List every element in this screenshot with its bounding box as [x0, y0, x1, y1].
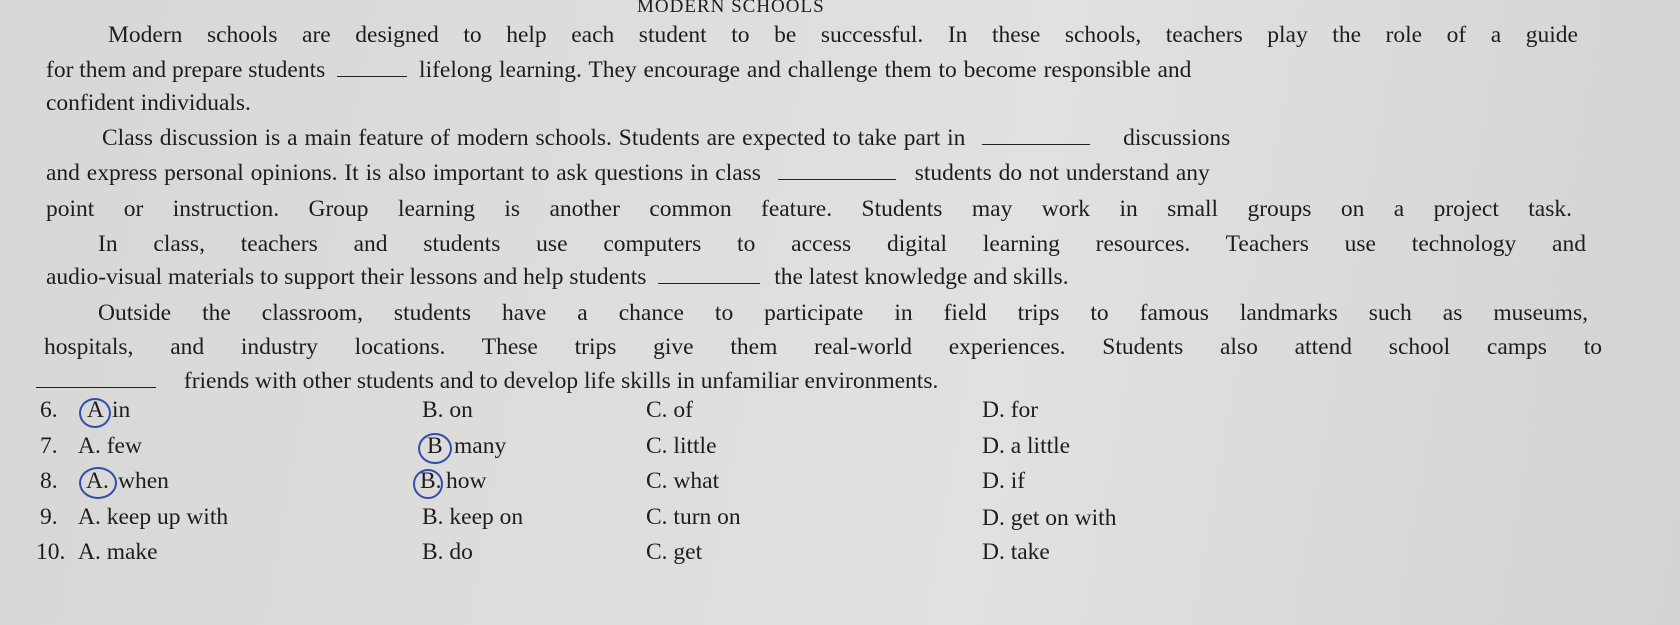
paragraph-3-line-2-end: the latest knowledge and skills.	[774, 264, 1069, 290]
paragraph-1-line-2-end: lifelong learning. They encourage and challenge them to become responsible and	[419, 57, 1192, 83]
paragraph-1-line-2	[46, 55, 1191, 85]
question-8-number: 8.	[40, 468, 58, 494]
paragraph-4-line-1: Outside the classroom, students have a chance to participate in field trips to famous landmarks such as museums,	[98, 300, 1588, 326]
question-6-option-a-letter: A	[87, 397, 104, 423]
question-8-option-a-letter: A.	[86, 468, 109, 494]
blank-q7	[982, 124, 1090, 145]
question-10-option-c: C. get	[646, 539, 703, 565]
question-10-number: 10.	[36, 539, 66, 565]
question-8-option-c: C. what	[646, 468, 720, 494]
question-8-option-b: how	[446, 468, 487, 494]
paragraph-4-line-2: hospitals, and industry locations. These trips give them real-world experiences. Students also attend school camps to	[44, 334, 1602, 360]
paragraph-4-line-3-text: friends with other students and to develop life skills in unfamiliar environments.	[183, 368, 939, 394]
question-9-option-a: A. keep up with	[78, 504, 229, 530]
question-6-option-a: in	[112, 397, 131, 423]
question-9-option-b: B. keep on	[422, 504, 524, 530]
paragraph-2-line-1-end: discussions	[1123, 125, 1231, 151]
question-6-number: 6.	[40, 397, 58, 423]
question-7-option-a: A. few	[78, 433, 142, 459]
question-6-option-d: D. for	[982, 397, 1039, 423]
question-6-option-c: C. of	[646, 397, 693, 423]
answer-circle-q7	[418, 433, 452, 464]
question-7-option-b: many	[454, 433, 507, 459]
blank-q6	[337, 56, 407, 77]
question-8-option-d: D. if	[982, 468, 1026, 494]
answer-circle-q8-b	[413, 469, 443, 499]
paragraph-2-line-2-end: students do not understand any	[914, 160, 1210, 186]
paragraph-3-line-2	[46, 262, 1069, 292]
question-8-option-a: when	[118, 468, 169, 494]
question-10-option-b: B. do	[422, 539, 473, 565]
question-6-option-b: B. on	[422, 397, 473, 423]
paragraph-1-line-3: confident individuals.	[46, 90, 251, 116]
question-9-option-c: C. turn on	[646, 504, 741, 530]
question-7-option-b-letter: B	[427, 433, 443, 459]
blank-q9	[658, 263, 760, 284]
paragraph-3-line-2-start: audio-visual materials to support their lessons and help students	[46, 264, 647, 290]
question-10-option-d: D. take	[982, 539, 1050, 565]
paragraph-2-line-3: point or instruction. Group learning is another common feature. Students may work in small groups on a project task.	[46, 196, 1572, 222]
question-7-option-c: C. little	[646, 433, 717, 459]
question-7-option-d: D. a little	[982, 433, 1071, 459]
paragraph-1-line-1: Modern schools are designed to help each student to be successful. In these schools, teachers play the role of a guide	[108, 22, 1578, 48]
paragraph-2-line-2	[46, 158, 1210, 188]
blank-q8	[778, 159, 896, 180]
paragraph-2-line-1-start: Class discussion is a main feature of modern schools. Students are expected to take part in	[102, 125, 966, 151]
page-title: MODERN SCHOOLS	[637, 0, 825, 17]
paragraph-2-line-2-start: and express personal opinions. It is also important to ask questions in class	[46, 160, 761, 186]
question-8-option-b-letter: B.	[420, 468, 442, 494]
question-9-option-d: D. get on with	[982, 505, 1117, 531]
answer-circle-q6	[79, 398, 111, 428]
paragraph-4-line-3	[36, 366, 938, 396]
blank-q10	[36, 367, 156, 388]
paragraph-3-line-1: In class, teachers and students use computers to access digital learning resources. Teachers use technology and	[98, 231, 1586, 257]
paragraph-1-line-2-start: for them and prepare students	[46, 57, 326, 83]
paragraph-2-line-1	[102, 123, 1230, 153]
question-10-option-a: A. make	[78, 539, 158, 565]
answer-circle-q8-a	[79, 467, 117, 499]
question-7-number: 7.	[40, 433, 58, 459]
question-9-number: 9.	[40, 504, 58, 530]
